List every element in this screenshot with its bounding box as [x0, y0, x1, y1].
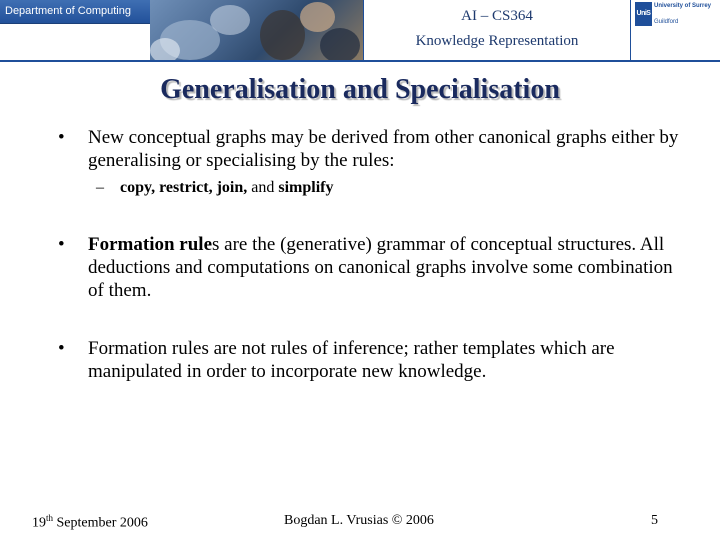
date-rest: September 2006 — [53, 515, 148, 531]
bullet-text — [88, 337, 693, 383]
footer-author: Bogdan L. Vrusias © 2006 — [284, 513, 434, 528]
department-banner — [0, 0, 150, 24]
slide-title: Generalisation and Specialisation — [160, 74, 560, 105]
department-label: Department of Computing — [5, 5, 131, 17]
course-topic: Knowledge Representation — [415, 33, 579, 49]
date-day: 19 — [32, 515, 46, 531]
bullet-dot: • — [58, 338, 65, 359]
rules-and: and — [247, 179, 279, 196]
slide-header — [0, 0, 720, 62]
university-logo — [633, 0, 720, 32]
bullet-dot: • — [58, 234, 65, 255]
date-suffix: th — [46, 513, 54, 523]
logo-university-name: University of Surrey — [654, 3, 712, 9]
rules-simplify: simplify — [278, 179, 334, 196]
bullet-dot: • — [58, 127, 65, 148]
logo-location: Guildford — [654, 19, 679, 25]
rules-bold: copy, restrict, join, — [120, 179, 248, 196]
footer-date — [32, 513, 148, 532]
bullet-text — [88, 126, 693, 172]
sub-bullet-dash: – — [96, 179, 104, 196]
bullet-body: Formation rules are not rules of inference; rather templates which are manipulated in order to incorporate new knowledge. — [88, 338, 615, 382]
bullet-body: s are the (generative) grammar of conceptual structures. All deductions and computations on canonical graphs involve some combination of them. — [88, 234, 673, 301]
unis-logo-mark: UniS — [635, 2, 652, 26]
header-photo — [150, 0, 363, 60]
sub-bullet-text — [120, 178, 333, 198]
bullet-body: New conceptual graphs may be derived from other canonical graphs either by generalising or specialising by the rules: — [88, 127, 679, 171]
page-number: 5 — [651, 513, 658, 528]
bullet-text — [88, 233, 693, 302]
header-divider — [0, 60, 720, 62]
course-code: AI – CS364 — [461, 8, 533, 24]
bullet-lead: Formation rule — [88, 234, 213, 255]
course-box — [363, 0, 631, 60]
